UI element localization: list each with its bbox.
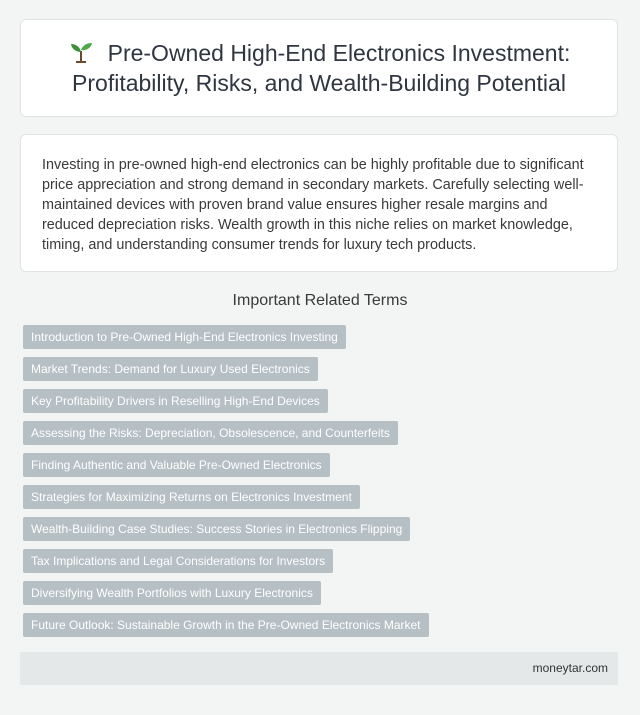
page-title-text: Pre-Owned High-End Electronics Investment: Profitability, Risks, and Wealth-Building Potential — [72, 40, 571, 96]
term-link[interactable]: Key Profitability Drivers in Reselling High-End Devices — [23, 389, 328, 413]
summary-paragraph: Investing in pre-owned high-end electronics can be highly profitable due to significant price appreciation and strong demand in secondary markets. Carefully selecting well-maintained devices with proven brand value ensures higher resale margins and reduced depreciation risks. Wealth growth in this niche relies on market knowledge, timing, and understanding consumer trends for luxury tech products. — [42, 157, 584, 253]
term-link[interactable]: Finding Authentic and Valuable Pre-Owned Electronics — [23, 453, 330, 477]
list-item — [23, 421, 429, 445]
term-link[interactable]: Introduction to Pre-Owned High-End Electronics Investing — [23, 325, 346, 349]
page-title — [21, 38, 617, 98]
list-item — [23, 357, 429, 381]
list-item — [23, 517, 429, 541]
sprout-icon — [68, 41, 94, 63]
related-terms-list — [23, 325, 429, 645]
list-item — [23, 389, 429, 413]
footer — [20, 652, 618, 685]
title-card — [20, 19, 618, 117]
related-terms-heading: Important Related Terms — [232, 292, 408, 309]
term-link[interactable]: Tax Implications and Legal Considerations for Investors — [23, 549, 333, 573]
list-item — [23, 581, 429, 605]
term-link[interactable]: Market Trends: Demand for Luxury Used Electronics — [23, 357, 318, 381]
footer-site-link[interactable]: moneytar.com — [532, 661, 608, 675]
list-item — [23, 549, 429, 573]
list-item — [23, 325, 429, 349]
list-item — [23, 613, 429, 637]
term-link[interactable]: Wealth-Building Case Studies: Success Stories in Electronics Flipping — [23, 517, 410, 541]
list-item — [23, 453, 429, 477]
summary-card — [20, 134, 618, 272]
term-link[interactable]: Assessing the Risks: Depreciation, Obsolescence, and Counterfeits — [23, 421, 398, 445]
list-item — [23, 485, 429, 509]
term-link[interactable]: Diversifying Wealth Portfolios with Luxury Electronics — [23, 581, 321, 605]
term-link[interactable]: Strategies for Maximizing Returns on Electronics Investment — [23, 485, 360, 509]
term-link[interactable]: Future Outlook: Sustainable Growth in the Pre-Owned Electronics Market — [23, 613, 429, 637]
